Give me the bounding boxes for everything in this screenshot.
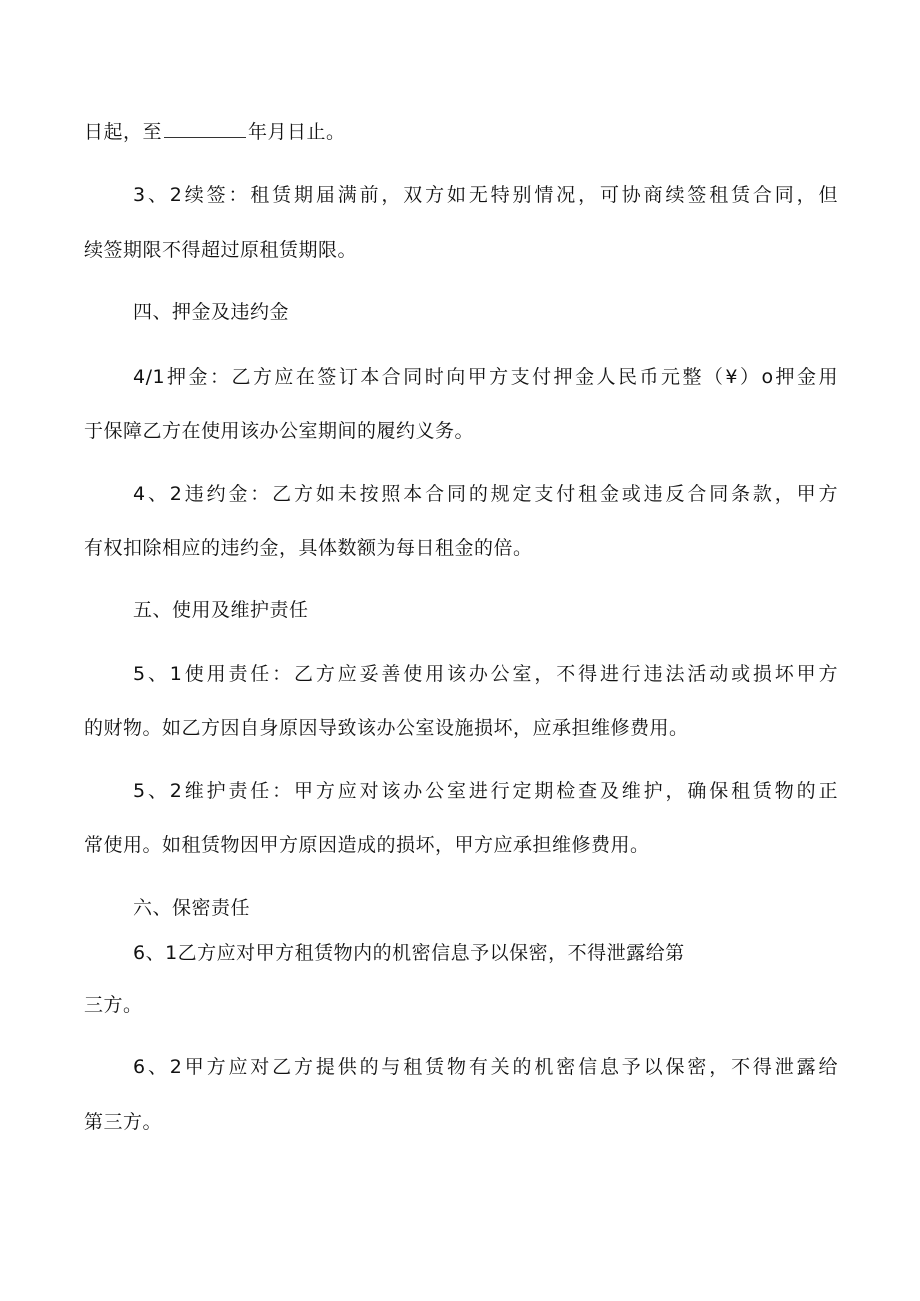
text-term-end: 年月日止。 — [248, 121, 346, 143]
clause-6-1-line-1: 6、1乙方应对甲方租赁物内的机密信息予以保密，不得泄露给第 — [133, 942, 685, 964]
clause-3-2-line-1: 3、2续签：租赁期届满前，双方如无特别情况，可协商续签租赁合同，但 — [133, 184, 838, 206]
section-heading-deposit: 四、押金及违约金 — [133, 301, 290, 323]
clause-6-2-line-1: 6、2甲方应对乙方提供的与租赁物有关的机密信息予以保密，不得泄露给 — [133, 1056, 838, 1078]
clause-4-1-line-1: 4/1押金：乙方应在签订本合同时向甲方支付押金人民币元整（¥）o押金用 — [133, 366, 838, 388]
section-heading-confidentiality: 六、保密责任 — [133, 897, 251, 919]
section-heading-usage: 五、使用及维护责任 — [133, 599, 309, 621]
clause-5-1-line-1: 5、1使用责任：乙方应妥善使用该办公室，不得进行违法活动或损坏甲方 — [133, 663, 838, 685]
clause-4-1-line-2: 于保障乙方在使用该办公室期间的履约义务。 — [84, 420, 475, 442]
text-term-start: 日起，至 — [84, 121, 163, 143]
clause-6-2-line-2: 第三方。 — [84, 1111, 163, 1133]
paragraph-line-term-end — [84, 118, 346, 146]
clause-5-2-line-1: 5、2维护责任：甲方应对该办公室进行定期检查及维护，确保租赁物的正 — [133, 780, 838, 802]
clause-3-2-line-2: 续签期限不得超过原租赁期限。 — [84, 239, 358, 261]
clause-4-2-line-1: 4、2违约金：乙方如未按照本合同的规定支付租金或违反合同条款，甲方 — [133, 483, 838, 505]
date-blank-field — [164, 119, 246, 138]
clause-5-2-line-2: 常使用。如租赁物因甲方原因造成的损坏，甲方应承担维修费用。 — [84, 834, 650, 856]
clause-5-1-line-2: 的财物。如乙方因自身原因导致该办公室设施损坏，应承担维修费用。 — [84, 717, 689, 739]
clause-6-1-line-2: 三方。 — [84, 994, 143, 1016]
clause-4-2-line-2: 有权扣除相应的违约金，具体数额为每日租金的倍。 — [84, 537, 533, 559]
